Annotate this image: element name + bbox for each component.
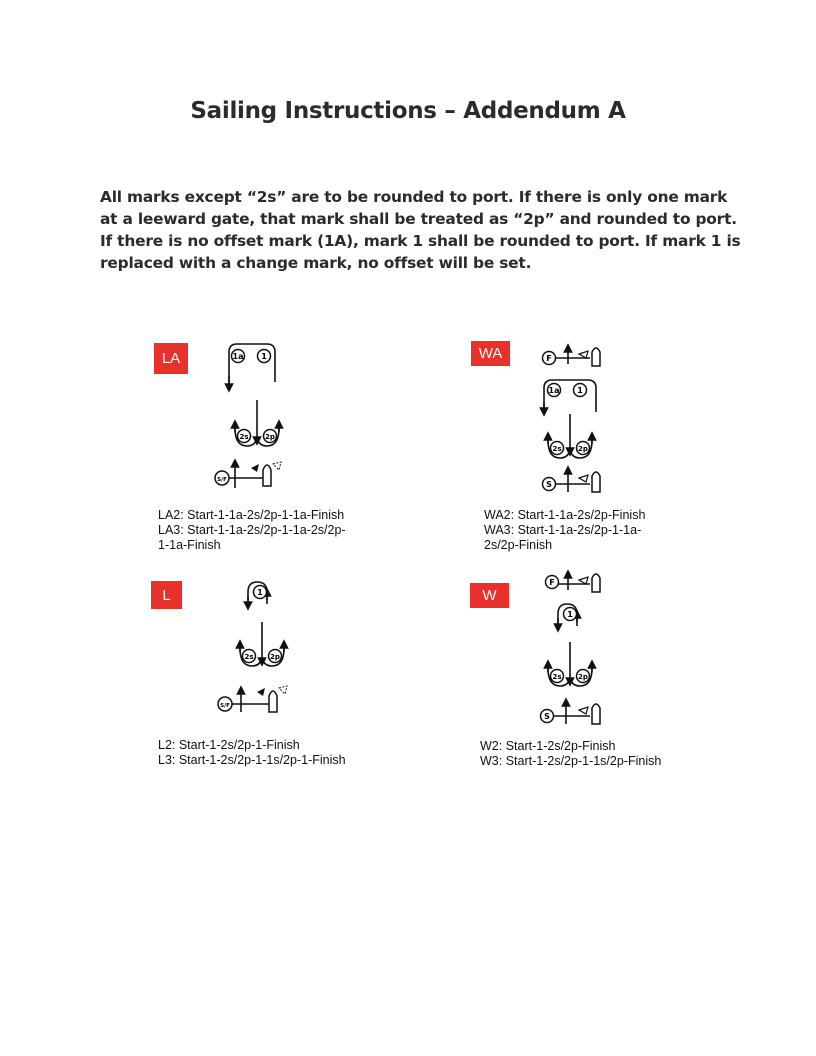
flag-icon bbox=[279, 686, 287, 694]
course-badge-la: LA bbox=[154, 343, 188, 374]
mark-label: 1a bbox=[548, 386, 560, 395]
mark-label: S/F bbox=[217, 477, 227, 483]
committee-boat-icon bbox=[269, 691, 277, 712]
mark-label: 2p bbox=[578, 673, 588, 681]
intro-line: at a leeward gate, that mark shall be treated as “2p” and rounded to port. bbox=[100, 210, 737, 228]
mark-label: 1 bbox=[577, 386, 583, 395]
course-diagram-l bbox=[205, 578, 305, 718]
course-caption-la bbox=[158, 508, 346, 553]
intro-paragraph bbox=[100, 186, 740, 274]
committee-boat-icon bbox=[592, 472, 600, 492]
mark-label: 1 bbox=[261, 352, 267, 361]
mark-label: S bbox=[546, 480, 552, 489]
course-caption-w bbox=[480, 739, 661, 769]
flag-icon bbox=[257, 688, 265, 696]
caption-line: W3: Start-1-2s/2p-1-1s/2p-Finish bbox=[480, 754, 662, 768]
course-caption-l bbox=[158, 738, 346, 768]
mark-label: 2p bbox=[270, 653, 280, 661]
flag-icon bbox=[251, 464, 259, 472]
committee-boat-icon bbox=[592, 704, 600, 724]
mark-label: 1 bbox=[257, 588, 263, 597]
caption-line: LA2: Start-1-1a-2s/2p-1-1a-Finish bbox=[158, 508, 345, 522]
mark-label: F bbox=[546, 354, 552, 363]
intro-line: All marks except “2s” are to be rounded to port. If there is only one mark bbox=[100, 188, 728, 206]
course-caption-wa bbox=[484, 508, 645, 553]
course-badge-w: W bbox=[470, 583, 509, 608]
caption-line: WA2: Start-1-1a-2s/2p-Finish bbox=[484, 508, 646, 522]
caption-line: 1-1a-Finish bbox=[158, 538, 221, 552]
page-title: Sailing Instructions – Addendum A bbox=[190, 98, 626, 124]
mark-label: S bbox=[544, 712, 550, 721]
committee-boat-icon bbox=[263, 465, 271, 486]
flag-icon bbox=[579, 707, 588, 714]
caption-line: WA3: Start-1-1a-2s/2p-1-1a- bbox=[484, 523, 642, 537]
mark-label: 2p bbox=[578, 445, 588, 453]
course-diagram-wa bbox=[530, 342, 630, 502]
course-badge-l: L bbox=[151, 581, 182, 609]
mark-label: 2p bbox=[265, 433, 275, 441]
mark-label: S/F bbox=[220, 703, 230, 709]
mark-label: 1a bbox=[232, 352, 244, 361]
mark-label: 2s bbox=[239, 433, 249, 441]
intro-line: If there is no offset mark (1A), mark 1 shall be rounded to port. If mark 1 is bbox=[100, 232, 741, 250]
intro-line: replaced with a change mark, no offset will be set. bbox=[100, 254, 532, 272]
flag-icon bbox=[273, 462, 281, 470]
mark-label: 1 bbox=[567, 610, 573, 619]
committee-boat-icon bbox=[592, 574, 600, 592]
committee-boat-icon bbox=[592, 348, 600, 366]
flag-icon bbox=[579, 577, 588, 584]
mark-label: 2s bbox=[552, 445, 562, 453]
mark-label: 2s bbox=[552, 673, 562, 681]
caption-line: L2: Start-1-2s/2p-1-Finish bbox=[158, 738, 300, 752]
caption-line: LA3: Start-1-1a-2s/2p-1-1a-2s/2p- bbox=[158, 523, 346, 537]
course-diagram-w bbox=[530, 570, 630, 730]
flag-icon bbox=[579, 475, 588, 482]
course-badge-wa: WA bbox=[471, 341, 510, 366]
caption-line: L3: Start-1-2s/2p-1-1s/2p-1-Finish bbox=[158, 753, 346, 767]
mark-label: 2s bbox=[244, 653, 254, 661]
flag-icon bbox=[579, 351, 588, 358]
caption-line: W2: Start-1-2s/2p-Finish bbox=[480, 739, 616, 753]
caption-line: 2s/2p-Finish bbox=[484, 538, 553, 552]
course-diagram-la bbox=[205, 338, 305, 498]
mark-label: F bbox=[549, 578, 555, 587]
